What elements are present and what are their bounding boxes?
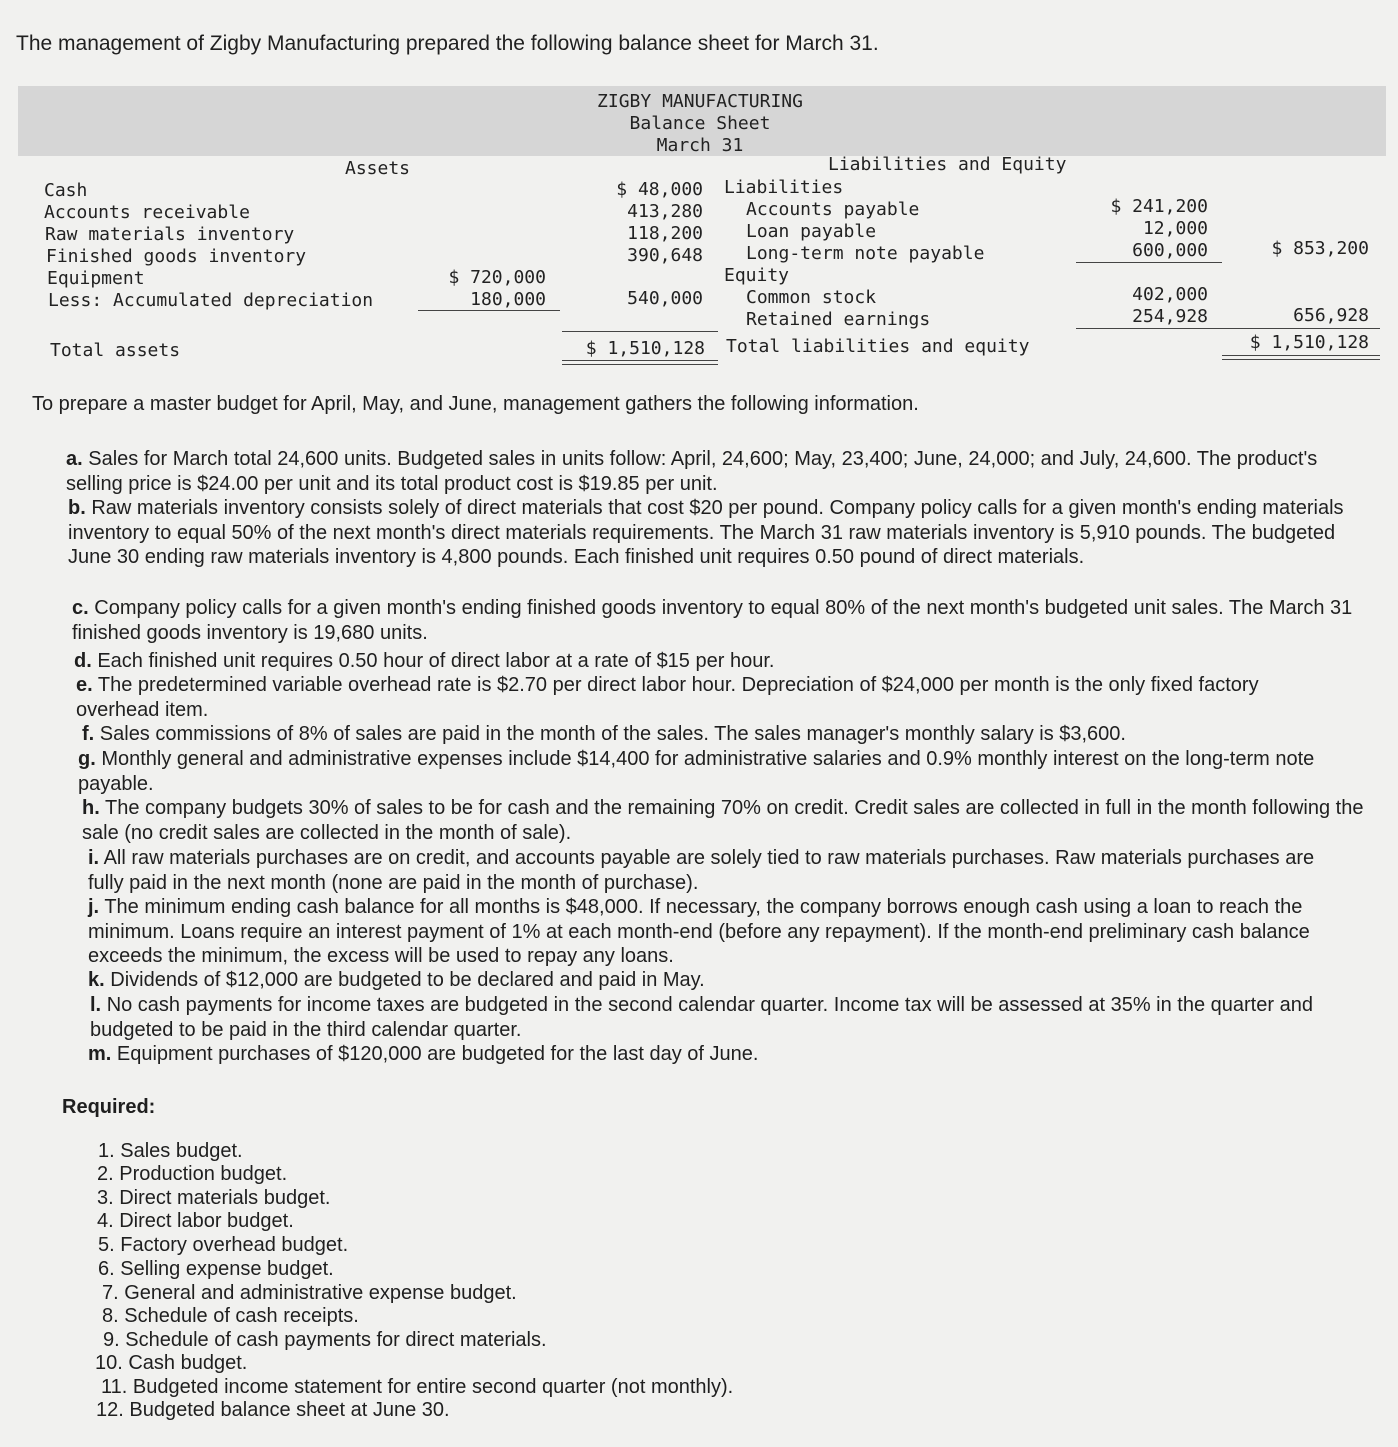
long-term-note-amount: 600,000 [1132,240,1208,261]
required-item: 11. Budgeted income statement for entire second quarter (not monthly). [101,1376,734,1398]
liabilities-heading: Liabilities [724,177,844,198]
item-letter: m. [88,1043,112,1065]
item-text: Sales commissions of 8% of sales are paid in the month of the sales. The sales manager's monthly salary is $3,600. [99,723,1126,745]
item-text: Dividends of $12,000 are budgeted to be declared and paid in May. [110,969,705,991]
required-item: 10. Cash budget. [95,1352,248,1374]
required-item: 7. General and administrative expense budget. [102,1282,517,1304]
statement-title: Balance Sheet [629,113,771,134]
double-rule-line [1222,355,1380,360]
item-letter: b. [68,497,86,519]
accumulated-depreciation-amount: 180,000 [470,289,546,310]
list-item [82,796,1382,845]
finished-goods-label: Finished goods inventory [46,246,307,267]
required-item: 12. Budgeted balance sheet at June 30. [96,1399,450,1421]
cash-label: Cash [44,180,88,201]
long-term-note-label: Long-term note payable [746,243,985,264]
item-letter: c. [72,597,89,619]
common-stock-amount: 402,000 [1132,284,1208,305]
item-letter: e. [76,674,93,696]
accounts-payable-label: Accounts payable [746,199,920,220]
item-text: No cash payments for income taxes are budgeted in the second calendar quarter. Income tax will be assessed at 35% in the quarter and budgeted to be paid in the third calendar quarter. [90,994,1313,1041]
total-equity-amount: 656,928 [1293,305,1369,326]
rule-line [1222,328,1380,329]
raw-materials-label: Raw materials inventory [45,224,295,245]
rule-line [562,331,718,332]
accumulated-depreciation-label: Less: Accumulated depreciation [48,290,374,311]
required-item: 6. Selling expense budget. [98,1258,334,1280]
list-item [88,846,1318,895]
item-text: Raw materials inventory consists solely of direct materials that cost $20 per pound. Company policy calls for a given month's ending materials inventory to equal 50% of the next month's direct materials requirements. The March 31 raw materials inventory is 5,910 pounds. The budgeted June 30 ending raw materials inventory is 4,800 pounds. Each finished unit requires 0.50 pound of direct materials. [68,497,1344,568]
common-stock-label: Common stock [746,287,877,308]
total-assets-label: Total assets [50,340,181,361]
total-liabilities-equity-amount: $ 1,510,128 [1249,332,1369,353]
item-letter: d. [74,650,92,672]
accounts-receivable-amount: 413,280 [627,201,703,222]
required-item: 5. Factory overhead budget. [98,1234,349,1256]
prep-text: To prepare a master budget for April, May, and June, management gathers the following information. [32,393,919,415]
total-assets-amount: $ 1,510,128 [585,338,705,359]
list-item [88,968,1348,993]
net-equipment-amount: 540,000 [627,288,703,309]
equity-heading: Equity [724,265,790,286]
company-name: ZIGBY MANUFACTURING [597,91,803,112]
raw-materials-amount: 118,200 [627,223,703,244]
item-text: The minimum ending cash balance for all months is $48,000. If necessary, the company borrows enough cash using a loan to reach the minimum. Loans require an interest payment of 1% at each month-end (before any repayment). If the month-end preliminary cash balance exceeds the minimum, the excess will be used to repay any loans. [88,896,1310,967]
required-item: 9. Schedule of cash payments for direct materials. [103,1329,547,1351]
item-letter: h. [82,797,100,819]
intro-text: The management of Zigby Manufacturing prepared the following balance sheet for March 31. [16,32,879,55]
equipment-label: Equipment [47,268,145,289]
item-letter: i. [88,847,100,869]
statement-date: March 31 [656,135,744,156]
finished-goods-amount: 390,648 [627,245,703,266]
item-letter: g. [78,748,96,770]
accounts-payable-amount: $ 241,200 [1110,196,1208,217]
item-text: The predetermined variable overhead rate is $2.70 per direct labor hour. Depreciation of $24,000 per month is the only fixed factory overhead item. [76,674,1259,721]
item-letter: a. [66,448,83,470]
list-item [88,1042,1348,1067]
list-item [76,673,1346,722]
required-item: 2. Production budget. [97,1163,288,1185]
required-heading: Required: [62,1096,156,1118]
total-liabilities-amount: $ 853,200 [1271,238,1369,259]
item-text: Monthly general and administrative expenses include $14,400 for administrative salaries and 0.9% monthly interest on the long-term note payable. [78,748,1315,795]
list-item [90,993,1352,1042]
item-text: Company policy calls for a given month's ending finished goods inventory to equal 80% of the next month's budgeted unit sales. The March 31 finished goods inventory is 19,680 units. [72,597,1353,644]
required-item: 3. Direct materials budget. [97,1187,331,1209]
list-item [74,649,1364,674]
list-item [82,722,1362,747]
list-item [78,747,1363,796]
liabilities-equity-heading: Liabilities and Equity [828,154,1067,175]
item-text: All raw materials purchases are on credit, and accounts payable are solely tied to raw materials purchases. Raw materials purchases are fully paid in the next month (none are paid in the month of purchase). [88,847,1315,894]
loan-payable-amount: 12,000 [1142,218,1208,239]
list-item [68,496,1370,570]
required-item: 8. Schedule of cash receipts. [102,1305,359,1327]
item-letter: k. [88,969,105,991]
item-letter: l. [90,994,102,1016]
loan-payable-label: Loan payable [746,221,877,242]
retained-earnings-amount: 254,928 [1132,306,1208,327]
total-liabilities-equity-label: Total liabilities and equity [726,336,1030,357]
retained-earnings-label: Retained earnings [746,309,931,330]
item-text: Each finished unit requires 0.50 hour of direct labor at a rate of $15 per hour. [97,650,775,672]
double-rule-line [562,360,718,365]
list-item [66,447,1366,496]
rule-line [1076,262,1222,263]
required-item: 1. Sales budget. [98,1140,243,1162]
rule-line [1076,328,1222,329]
rule-line [418,310,560,311]
list-item [88,895,1348,969]
item-text: Sales for March total 24,600 units. Budgeted sales in units follow: April, 24,600; May, 23,400; June, 24,000; and July, 24,600. The product's selling price is $24.00 per unit and its total product cost is $19.85 per unit. [66,448,1318,495]
cash-amount: $ 48,000 [616,179,703,200]
item-text: The company budgets 30% of sales to be for cash and the remaining 70% on credit. Credit sales are collected in full in the month following the sale (no credit sales are collected in the month of sale). [82,797,1364,844]
equipment-amount: $ 720,000 [448,267,546,288]
item-letter: f. [82,723,95,745]
accounts-receivable-label: Accounts receivable [44,202,250,223]
required-item: 4. Direct labor budget. [97,1210,294,1232]
assets-heading: Assets [345,158,411,179]
item-text: Equipment purchases of $120,000 are budgeted for the last day of June. [116,1043,759,1065]
list-item [72,596,1370,645]
item-letter: j. [88,896,100,918]
